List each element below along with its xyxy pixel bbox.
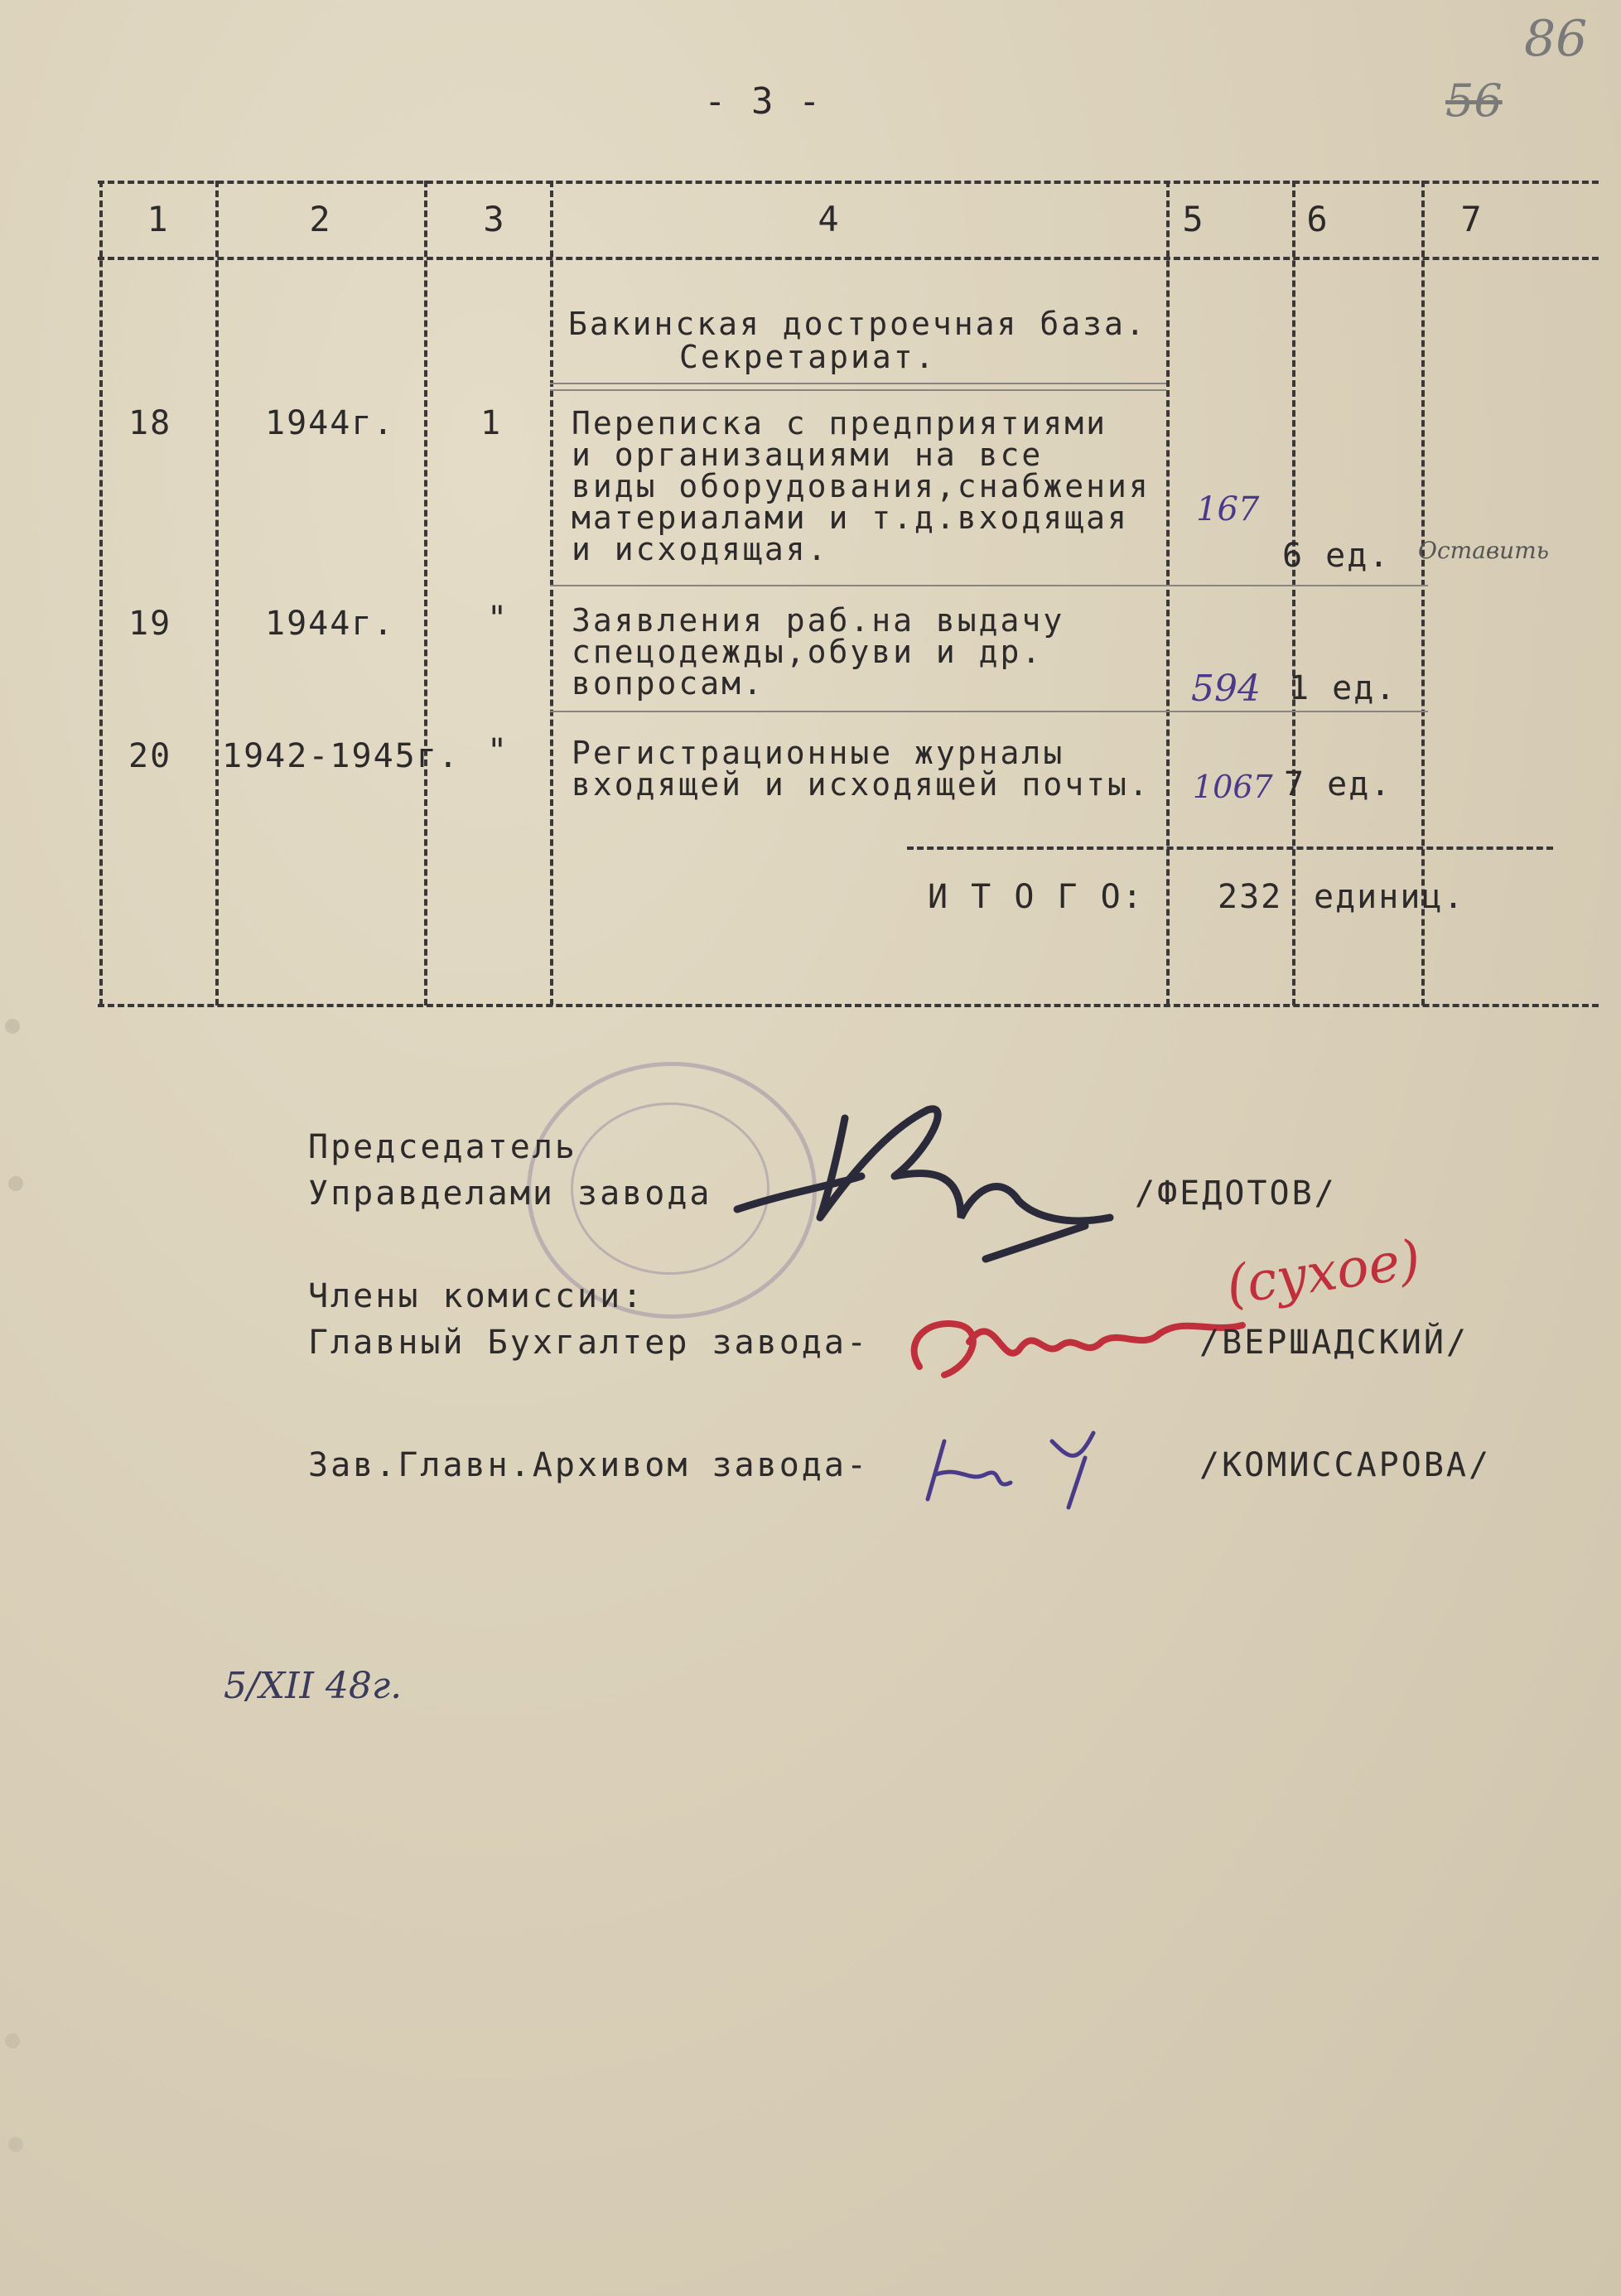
header-col-4: 4 <box>818 199 839 239</box>
row-description: Регистрационные журналы входящей и исходящей почты. <box>572 735 1151 803</box>
row-sheets: 1067 <box>1193 769 1273 805</box>
archive-signature <box>911 1408 1126 1516</box>
archive-position: Зав.Главн.Архивом завода- <box>308 1446 870 1484</box>
chair-name: /ФЕДОТОВ/ <box>1135 1175 1337 1213</box>
header-col-1: 1 <box>147 199 168 239</box>
accountant-position: Главный Бухгалтер завода- <box>308 1324 870 1362</box>
total-value: 232 <box>1218 878 1283 916</box>
section-title: Бакинская достроечная база. <box>568 306 1147 342</box>
row-sheets: 167 <box>1196 490 1260 528</box>
row-opis: 1 <box>480 404 503 442</box>
archive-page-number: 86 <box>1524 10 1588 68</box>
chair-position: Управделами завода <box>308 1175 712 1213</box>
chair-title: Председатель <box>308 1128 577 1166</box>
total-label: И Т О Г О: <box>928 878 1144 916</box>
header-col-3: 3 <box>483 199 504 239</box>
header-col-7: 7 <box>1460 199 1482 239</box>
row-number: 20 <box>128 737 172 775</box>
header-col-2: 2 <box>309 199 330 239</box>
archive-name: /КОМИССАРОВА/ <box>1199 1446 1492 1484</box>
total-unit: единиц. <box>1314 878 1465 916</box>
row-number: 18 <box>128 404 172 442</box>
page-number: - 3 - <box>704 80 823 123</box>
header-col-5: 5 <box>1182 199 1204 239</box>
section-subtitle: Секретариат. <box>679 339 937 375</box>
row-opis: " <box>487 600 509 638</box>
row-note: Оставить <box>1418 537 1550 564</box>
handwritten-date: 5/XII 48г. <box>224 1665 403 1707</box>
accountant-handwritten-note: (сухое) <box>1222 1228 1425 1318</box>
row-units: 6 ед. <box>1282 537 1391 575</box>
row-opis: " <box>487 732 509 770</box>
accountant-name: /ВЕРШАДСКИЙ/ <box>1199 1324 1469 1362</box>
row-units: 7 ед. <box>1284 765 1392 803</box>
members-label: Члены комиссии: <box>308 1277 645 1315</box>
row-description: Переписка с предприятиями и организациями на все виды оборудования,снабжения материалами и т.д.входящая и исходящая. <box>572 405 1151 567</box>
row-year: 1944г. <box>265 404 395 442</box>
row-number: 19 <box>128 605 172 643</box>
row-sheets: 594 <box>1191 668 1261 710</box>
row-units: 1 ед. <box>1289 669 1397 707</box>
chair-signature <box>721 1093 1118 1284</box>
row-year: 1944г. <box>265 605 395 643</box>
header-col-6: 6 <box>1306 199 1328 239</box>
row-year: 1942-1945г. <box>222 737 460 775</box>
old-page-number: 56 <box>1445 75 1503 127</box>
row-description: Заявления раб.на выдачу спецодежды,обуви и др. вопросам. <box>572 602 1065 702</box>
